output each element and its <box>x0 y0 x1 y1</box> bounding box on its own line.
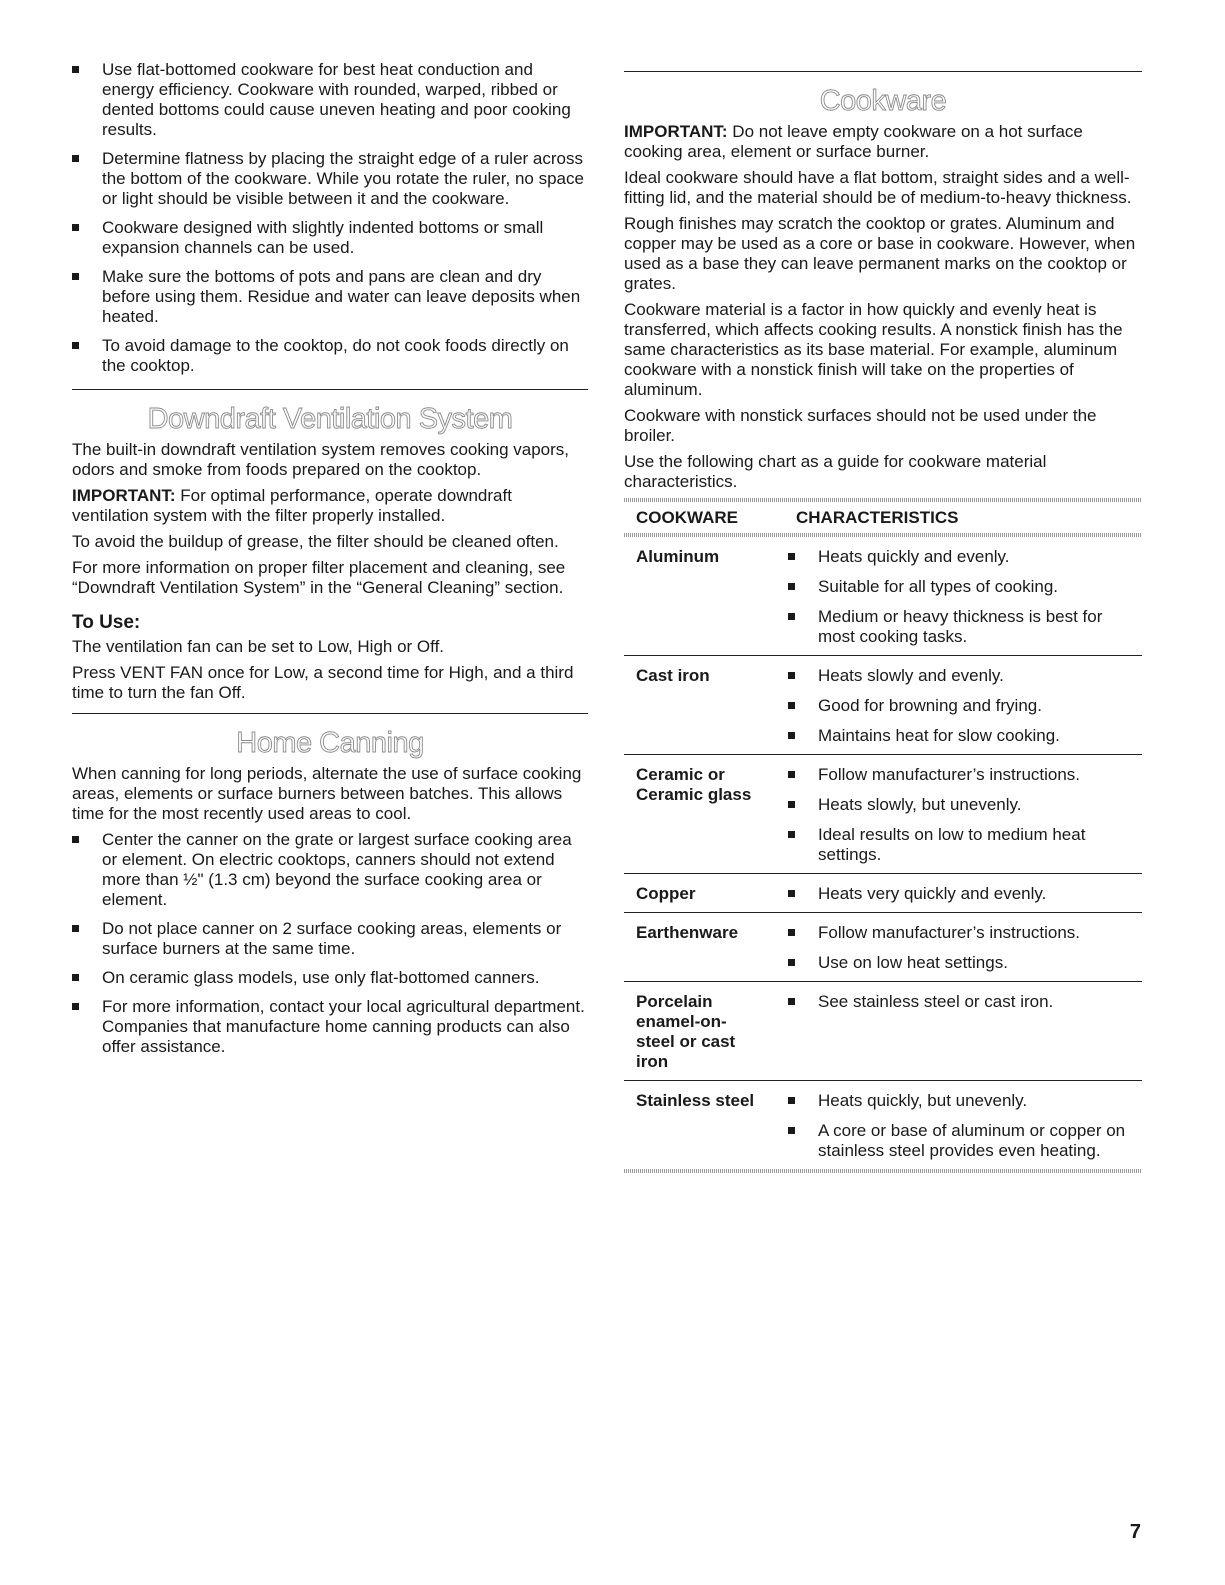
traits-cell <box>784 755 1142 874</box>
list-item: Ideal results on low to medium heat settings. <box>784 825 1142 865</box>
list-item: Suitable for all types of cooking. <box>784 577 1142 597</box>
table-bottom-border <box>624 1169 1142 1173</box>
list-item: To avoid damage to the cooktop, do not cook foods directly on the cooktop. <box>72 336 588 376</box>
list-item: Good for browning and frying. <box>784 696 1142 716</box>
material-cell: Stainless steel <box>636 1091 755 1110</box>
right-column <box>624 71 1142 1173</box>
traits-cell <box>784 537 1142 656</box>
traits-cell <box>784 1081 1142 1170</box>
cookware-chart-intro: Use the following chart as a guide for cookware material characteristics. <box>624 452 1047 491</box>
cookware-rough-finishes: Rough finishes may scratch the cooktop or grates. Aluminum and copper may be used as a core or base in cookware. However, when used as a base they can leave permanent marks on the cooktop or grates. <box>624 214 1136 293</box>
traits-cell <box>784 656 1142 755</box>
table-header-row <box>624 502 1142 533</box>
important-label: IMPORTANT: <box>624 122 728 141</box>
table-row <box>624 755 1142 874</box>
cookware-characteristics-table <box>624 502 1142 1169</box>
material-cell: Porcelain enamel-on-steel or cast iron <box>624 982 784 1081</box>
downdraft-important <box>72 486 588 526</box>
table-row <box>624 656 1142 755</box>
downdraft-section-title: Downdraft Ventilation System <box>147 403 513 435</box>
table-row <box>624 874 1142 913</box>
to-use-heading: To Use: <box>72 612 141 633</box>
list-item: Follow manufacturer’s instructions. <box>784 923 1142 943</box>
list-item: Follow manufacturer’s instructions. <box>784 765 1142 785</box>
section-divider <box>72 713 588 714</box>
material-cell: Earthenware <box>624 913 784 982</box>
cookware-ideal: Ideal cookware should have a flat bottom, straight sides and a well-fitting lid, and the material should be of medium-to-heavy thickness. <box>624 168 1132 207</box>
canning-list <box>72 830 588 1057</box>
list-item: Heats slowly and evenly. <box>784 666 1142 686</box>
material-cell: Copper <box>624 874 784 913</box>
cookware-material-factor: Cookware material is a factor in how quickly and evenly heat is transferred, which affects cooking results. A nonstick finish has the same characteristics as its base material. For example, aluminum cookware with a nonstick finish will take on the properties of aluminum. <box>624 300 1123 399</box>
important-text: Do not leave empty cookware on a hot surface cooking area, element or surface burner. <box>624 122 1083 161</box>
section-divider <box>624 71 1142 72</box>
important-label: IMPORTANT: <box>72 486 176 505</box>
section-divider <box>72 389 588 390</box>
list-item: Heats quickly and evenly. <box>784 547 1142 567</box>
list-item: Do not place canner on 2 surface cooking areas, elements or surface burners at the same time. <box>72 919 588 959</box>
downdraft-more-info: For more information on proper filter placement and cleaning, see “Downdraft Ventilation System” in the “General Cleaning” section. <box>72 558 566 597</box>
to-use-instructions: Press VENT FAN once for Low, a second time for High, and a third time to turn the fan Off. <box>72 663 574 702</box>
cookware-important <box>624 122 1142 162</box>
important-text: For optimal performance, operate downdraft ventilation system with the filter properly installed. <box>72 486 512 525</box>
list-item: Use on low heat settings. <box>784 953 1142 973</box>
cookware-section-title: Cookware <box>819 85 947 117</box>
list-item: A core or base of aluminum or copper on stainless steel provides even heating. <box>784 1121 1142 1161</box>
list-item: Maintains heat for slow cooking. <box>784 726 1142 746</box>
list-item: Make sure the bottoms of pots and pans are clean and dry before using them. Residue and water can leave deposits when heated. <box>72 267 588 327</box>
list-item: Center the canner on the grate or largest surface cooking area or element. On electric cooktops, canners should not extend more than ½" (1.3 cm) beyond the surface cooking area or element. <box>72 830 588 910</box>
left-column <box>72 60 588 1066</box>
traits-cell <box>784 874 1142 913</box>
list-item: On ceramic glass models, use only flat-bottomed canners. <box>72 968 588 988</box>
cookware-tips-list <box>72 60 588 376</box>
list-item: Heats very quickly and evenly. <box>784 884 1142 904</box>
traits-cell <box>784 913 1142 982</box>
table-row <box>624 1081 1142 1170</box>
list-item: Determine flatness by placing the straight edge of a ruler across the bottom of the cookware. While you rotate the ruler, no space or light should be visible between it and the cookware. <box>72 149 588 209</box>
canning-intro: When canning for long periods, alternate the use of surface cooking areas, elements or surface burners between batches. This allows time for the most recently used areas to cool. <box>72 764 582 823</box>
to-use-settings: The ventilation fan can be set to Low, High or Off. <box>72 637 445 656</box>
cookware-nonstick-note: Cookware with nonstick surfaces should not be used under the broiler. <box>624 406 1097 445</box>
table-row <box>624 913 1142 982</box>
traits-cell <box>784 982 1142 1081</box>
material-cell: Aluminum <box>624 537 784 656</box>
list-item: Cookware designed with slightly indented bottoms or small expansion channels can be used. <box>72 218 588 258</box>
list-item: For more information, contact your local agricultural department. Companies that manufacture home canning products can also offer assistance. <box>72 997 588 1057</box>
table-row <box>624 537 1142 656</box>
list-item: See stainless steel or cast iron. <box>784 992 1142 1012</box>
material-cell: Cast iron <box>624 656 784 755</box>
material-cell: Ceramic or Ceramic glass <box>624 755 784 874</box>
list-item: Use flat-bottomed cookware for best heat conduction and energy efficiency. Cookware with rounded, warped, ribbed or dented bottoms could cause uneven heating and poor cooking results. <box>72 60 588 140</box>
downdraft-clean-note: To avoid the buildup of grease, the filter should be cleaned often. <box>72 532 559 551</box>
list-item: Heats quickly, but unevenly. <box>784 1091 1142 1111</box>
canning-section-title: Home Canning <box>236 727 424 759</box>
column-header-cookware: COOKWARE <box>636 508 738 527</box>
page-number: 7 <box>1129 1521 1141 1543</box>
list-item: Medium or heavy thickness is best for most cooking tasks. <box>784 607 1142 647</box>
table-row <box>624 982 1142 1081</box>
downdraft-intro: The built-in downdraft ventilation system removes cooking vapors, odors and smoke from foods prepared on the cooktop. <box>72 440 570 479</box>
column-header-characteristics: CHARACTERISTICS <box>796 508 959 527</box>
list-item: Heats slowly, but unevenly. <box>784 795 1142 815</box>
